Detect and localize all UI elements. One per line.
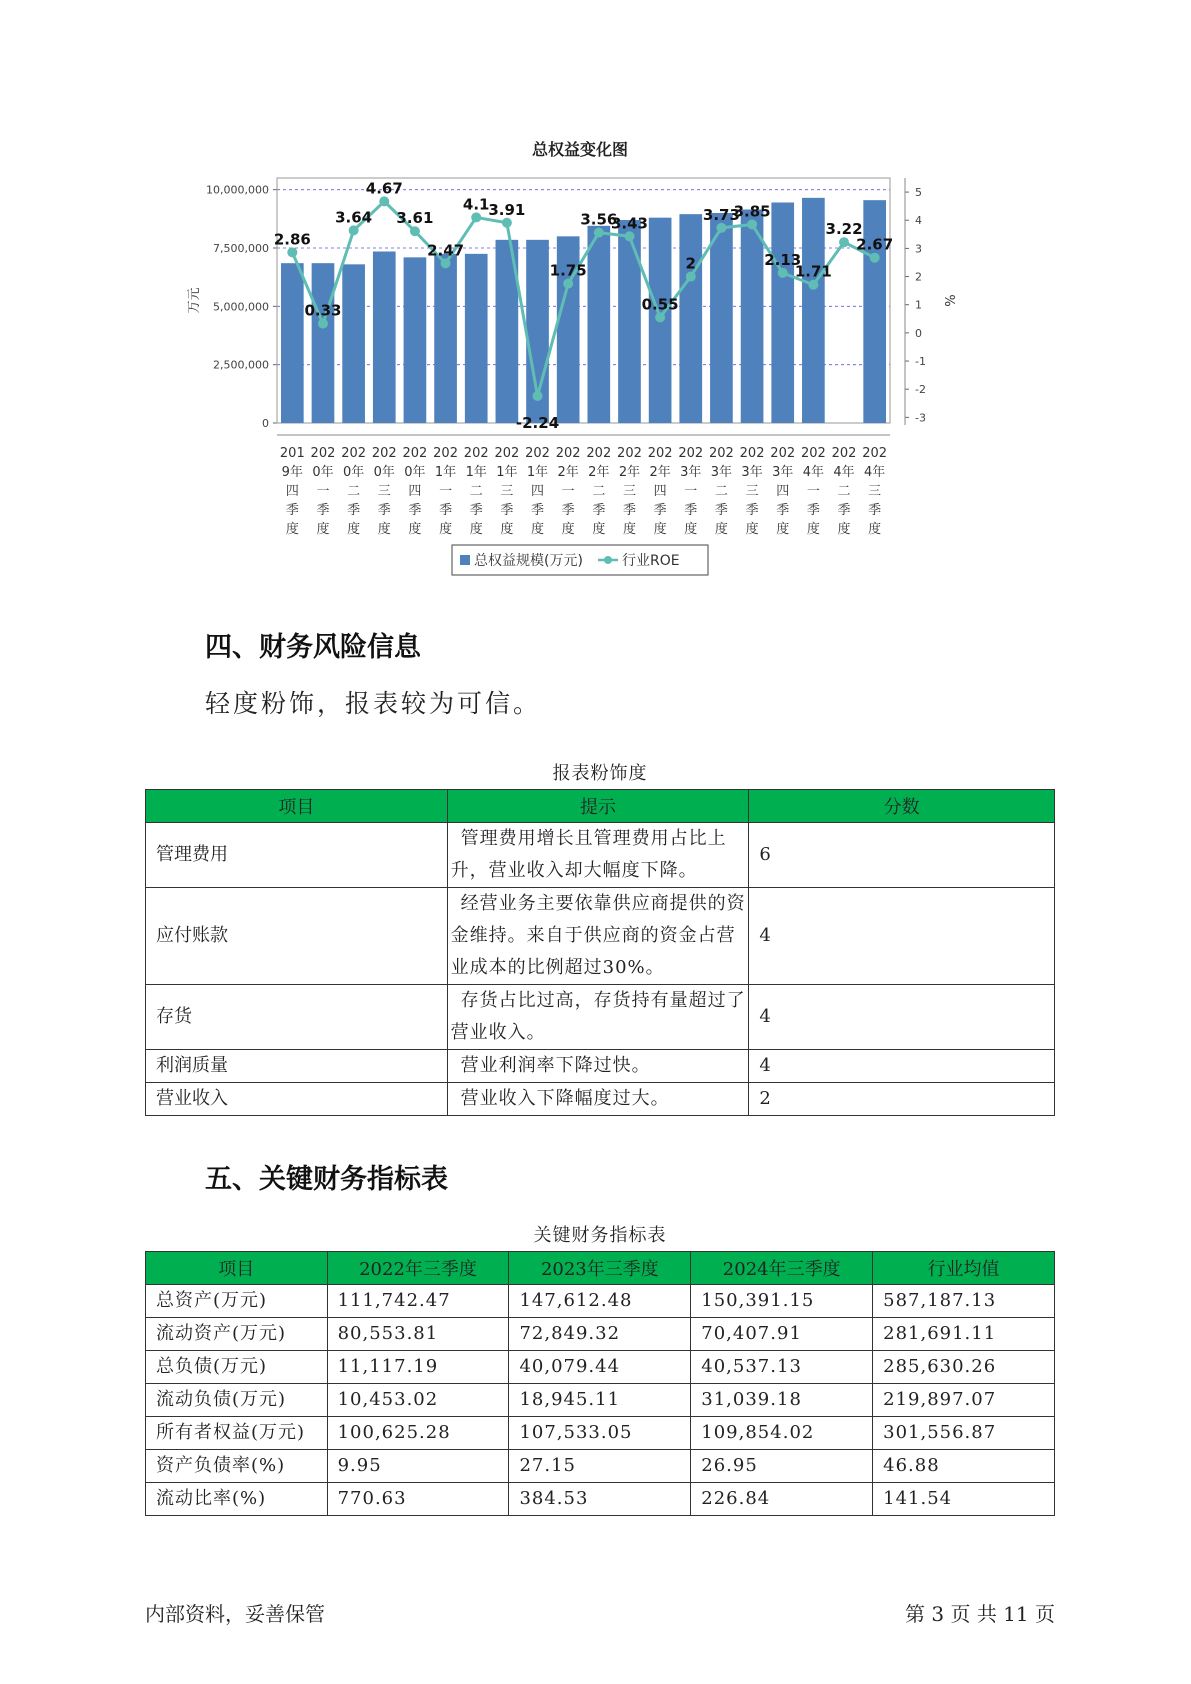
roe-point-0 (287, 247, 297, 257)
y-left-axis-label: 万元 (187, 287, 202, 314)
x-tick-label: 度 (347, 522, 361, 537)
x-tick-label: 2年 (618, 465, 641, 480)
value-cell: 70,407.91 (691, 1318, 873, 1351)
roe-data-label-9: 1.75 (549, 261, 587, 280)
x-tick-label: 度 (653, 522, 667, 537)
table-row (146, 1050, 1055, 1083)
x-tick-label: 202 (709, 446, 734, 461)
x-tick-label: 1年 (496, 465, 518, 480)
metric-name-cell: 所有者权益(万元) (146, 1417, 328, 1450)
section4-heading: 四、财务风险信息 (205, 632, 421, 663)
x-tick-label: 二 (714, 484, 728, 499)
value-cell: 111,742.47 (327, 1285, 509, 1318)
x-tick-label: 季 (347, 503, 361, 518)
table-row (146, 1450, 1055, 1483)
x-tick-label: 四 (531, 484, 545, 499)
x-tick-label: 202 (831, 446, 857, 461)
roe-point-14 (716, 223, 726, 233)
roe-point-19 (870, 253, 880, 263)
roe-data-label-5: 2.47 (427, 241, 465, 260)
x-tick-label: 202 (800, 446, 826, 461)
x-tick-label: 202 (341, 446, 367, 461)
value-cell: 301,556.87 (873, 1417, 1055, 1450)
table-header-row (146, 1252, 1055, 1285)
metric-name-cell: 资产负债率(%) (146, 1450, 328, 1483)
x-tick-label: 四 (408, 484, 422, 499)
y-left-tick-label: 2,500,000 (213, 358, 269, 372)
score-cell: 4 (749, 1050, 1055, 1083)
x-tick-label: 2年 (588, 465, 610, 480)
x-tick-label: 度 (408, 522, 422, 537)
y-right-tick-label: 3 (915, 242, 922, 256)
value-cell: 27.15 (509, 1450, 691, 1483)
y-right-tick-label: -1 (915, 355, 926, 369)
x-tick-label: 四 (776, 484, 790, 499)
roe-data-label-19: 2.67 (856, 235, 894, 254)
value-cell: 100,625.28 (327, 1417, 509, 1450)
value-cell: 10,453.02 (327, 1384, 509, 1417)
x-tick-label: 0年 (342, 465, 365, 480)
x-tick-label: 3年 (741, 465, 763, 480)
whitewash-table-caption: 报表粉饰度 (552, 763, 648, 784)
value-cell: 384.53 (509, 1483, 691, 1516)
header-tip: 提示 (447, 790, 749, 823)
value-cell: 11,117.19 (327, 1351, 509, 1384)
roe-data-label-11: 3.43 (610, 214, 648, 233)
roe-data-label-10: 3.56 (580, 210, 618, 229)
table-row (146, 1483, 1055, 1516)
tip-cell: 营业利润率下降过快。 (447, 1050, 749, 1083)
value-cell: 109,854.02 (691, 1417, 873, 1450)
x-tick-label: 2年 (649, 465, 671, 480)
x-tick-label: 季 (469, 503, 483, 518)
x-tick-label: 二 (837, 484, 851, 499)
x-tick-label: 202 (310, 446, 336, 461)
item-cell: 应付账款 (146, 888, 448, 985)
roe-point-10 (594, 228, 604, 238)
value-cell: 150,391.15 (691, 1285, 873, 1318)
y-right-tick-label: 5 (915, 186, 922, 200)
roe-point-7 (502, 218, 512, 228)
x-tick-label: 一 (684, 484, 698, 499)
x-tick-label: 202 (525, 446, 550, 461)
section5-heading: 五、关键财务指标表 (205, 1164, 448, 1195)
roe-data-label-6: 4.1 (462, 195, 490, 214)
score-cell: 4 (749, 985, 1055, 1050)
x-tick-label: 季 (653, 503, 667, 518)
x-tick-label: 度 (684, 522, 698, 537)
x-tick-label: 0年 (404, 465, 426, 480)
roe-point-3 (379, 196, 389, 206)
table-row (146, 888, 1055, 985)
x-tick-label: 202 (739, 446, 765, 461)
roe-data-label-2: 3.64 (335, 208, 373, 227)
roe-data-label-0: 2.86 (273, 230, 311, 249)
equity-change-chart (180, 140, 980, 600)
roe-data-label-3: 4.67 (365, 179, 403, 198)
x-tick-label: 度 (531, 522, 545, 537)
x-tick-label: 季 (561, 503, 575, 518)
bar-16 (771, 203, 794, 424)
roe-data-label-14: 3.73 (702, 205, 740, 224)
header-item: 项目 (146, 790, 448, 823)
roe-point-5 (441, 258, 451, 268)
roe-point-11 (624, 231, 634, 241)
item-cell: 存货 (146, 985, 448, 1050)
x-tick-label: 202 (647, 446, 673, 461)
roe-point-6 (471, 212, 481, 222)
roe-point-12 (655, 312, 665, 322)
x-tick-label: 201 (279, 446, 305, 461)
x-tick-label: 季 (776, 503, 790, 518)
value-cell: 9.95 (327, 1450, 509, 1483)
x-tick-label: 度 (469, 522, 483, 537)
key-metrics-table-caption: 关键财务指标表 (533, 1225, 667, 1246)
roe-data-label-17: 1.71 (794, 262, 832, 281)
y-right-tick-label: -3 (915, 411, 926, 425)
footer-page-number: 第 3 页 共 11 页 (905, 1602, 1055, 1626)
legend-bar-swatch (460, 555, 470, 565)
x-tick-label: 季 (868, 503, 882, 518)
roe-data-label-4: 3.61 (396, 209, 434, 228)
value-cell: 285,630.26 (873, 1351, 1055, 1384)
bar-2 (342, 264, 365, 423)
table-row (146, 1351, 1055, 1384)
metric-name-cell: 流动资产(万元) (146, 1318, 328, 1351)
key-metrics-table (145, 1251, 1055, 1516)
table-row (146, 1285, 1055, 1318)
roe-point-16 (778, 268, 788, 278)
x-tick-label: 202 (402, 446, 428, 461)
value-cell: 226.84 (691, 1483, 873, 1516)
tip-cell: 管理费用增长且管理费用占比上升，营业收入却大幅度下降。 (447, 823, 749, 888)
x-tick-label: 季 (622, 503, 636, 518)
header-2022q3: 2022年三季度 (327, 1252, 509, 1285)
value-cell: 281,691.11 (873, 1318, 1055, 1351)
y-right-axis-label: % (941, 294, 956, 307)
x-tick-label: 一 (561, 484, 575, 499)
header-score: 分数 (749, 790, 1055, 823)
value-cell: 147,612.48 (509, 1285, 691, 1318)
footer-confidential-note: 内部资料，妥善保管 (145, 1602, 325, 1626)
x-tick-label: 季 (316, 503, 330, 518)
x-tick-label: 季 (377, 503, 391, 518)
value-cell: 31,039.18 (691, 1384, 873, 1417)
bar-5 (434, 254, 457, 423)
roe-point-13 (686, 272, 696, 282)
x-tick-label: 季 (684, 503, 698, 518)
roe-data-label-12: 0.55 (641, 295, 679, 314)
roe-data-label-13: 2 (685, 254, 696, 273)
x-tick-label: 度 (377, 522, 391, 537)
tip-cell: 存货占比过高，存货持有量超过了营业收入。 (447, 985, 749, 1050)
bar-4 (404, 257, 427, 423)
x-tick-label: 202 (862, 446, 888, 461)
table-header-row (146, 790, 1055, 823)
x-tick-label: 季 (837, 503, 851, 518)
x-tick-label: 四 (653, 484, 667, 499)
bar-0 (281, 263, 304, 423)
value-cell: 46.88 (873, 1450, 1055, 1483)
x-tick-label: 度 (868, 522, 882, 537)
x-tick-label: 一 (806, 484, 820, 499)
bar-3 (373, 252, 396, 424)
bar-11 (618, 220, 641, 423)
x-tick-label: 度 (316, 522, 330, 537)
value-cell: 40,079.44 (509, 1351, 691, 1384)
table-row (146, 1318, 1055, 1351)
x-tick-label: 4年 (802, 465, 825, 480)
x-tick-label: 202 (617, 446, 642, 461)
roe-point-9 (563, 279, 573, 289)
x-tick-label: 202 (770, 446, 796, 461)
bar-17 (802, 198, 825, 423)
x-tick-label: 0年 (373, 465, 395, 480)
x-tick-label: 4年 (833, 465, 855, 480)
x-tick-label: 1年 (465, 465, 487, 480)
roe-point-1 (318, 319, 328, 329)
x-tick-label: 二 (347, 484, 361, 499)
x-tick-label: 度 (837, 522, 851, 537)
y-right-tick-label: 1 (915, 298, 922, 312)
legend-line-label: 行业ROE (622, 553, 680, 569)
x-tick-label: 三 (868, 484, 882, 499)
x-tick-label: 度 (561, 522, 575, 537)
y-right-tick-label: 4 (915, 214, 922, 228)
x-tick-label: 季 (500, 503, 514, 518)
roe-point-17 (808, 280, 818, 290)
roe-point-8 (533, 391, 543, 401)
x-tick-label: 三 (622, 484, 636, 499)
x-tick-label: 9年 (281, 465, 303, 480)
tip-cell: 营业收入下降幅度过大。 (447, 1083, 749, 1116)
value-cell: 72,849.32 (509, 1318, 691, 1351)
metric-name-cell: 流动负债(万元) (146, 1384, 328, 1417)
table-row (146, 985, 1055, 1050)
metric-name-cell: 总负债(万元) (146, 1351, 328, 1384)
x-tick-label: 季 (408, 503, 422, 518)
metric-name-cell: 流动比率(%) (146, 1483, 328, 1516)
x-tick-label: 202 (494, 446, 520, 461)
item-cell: 管理费用 (146, 823, 448, 888)
y-left-tick-label: 10,000,000 (206, 183, 269, 197)
value-cell: 141.54 (873, 1483, 1055, 1516)
x-tick-label: 二 (469, 484, 483, 499)
x-tick-label: 度 (776, 522, 790, 537)
legend-line-marker (604, 556, 612, 564)
x-tick-label: 202 (371, 446, 397, 461)
roe-data-label-16: 2.13 (764, 250, 802, 269)
header-2024q3: 2024年三季度 (691, 1252, 873, 1285)
roe-data-label-7: 3.91 (488, 200, 526, 219)
value-cell: 80,553.81 (327, 1318, 509, 1351)
x-tick-label: 度 (285, 522, 299, 537)
x-tick-label: 季 (714, 503, 728, 518)
y-right-tick-label: 2 (915, 270, 922, 284)
x-tick-label: 季 (592, 503, 606, 518)
value-cell: 18,945.11 (509, 1384, 691, 1417)
roe-point-4 (410, 226, 420, 236)
x-tick-label: 1年 (526, 465, 549, 480)
chart-title: 总权益变化图 (531, 140, 629, 159)
value-cell: 107,533.05 (509, 1417, 691, 1450)
x-tick-label: 202 (678, 446, 704, 461)
x-tick-label: 3年 (710, 465, 733, 480)
x-tick-label: 0年 (312, 465, 334, 480)
bar-10 (587, 226, 610, 423)
x-tick-label: 三 (500, 484, 514, 499)
x-tick-label: 3年 (772, 465, 794, 480)
score-cell: 4 (749, 888, 1055, 985)
x-tick-label: 三 (745, 484, 759, 499)
x-tick-label: 度 (439, 522, 453, 537)
x-tick-label: 四 (285, 484, 299, 499)
roe-point-15 (747, 219, 757, 229)
x-tick-label: 季 (531, 503, 545, 518)
x-tick-label: 季 (439, 503, 453, 518)
score-cell: 2 (749, 1083, 1055, 1116)
whitewash-table (145, 789, 1055, 1116)
x-tick-label: 度 (622, 522, 636, 537)
table-row (146, 823, 1055, 888)
value-cell: 770.63 (327, 1483, 509, 1516)
x-tick-label: 4年 (864, 465, 886, 480)
y-right-tick-label: 0 (915, 326, 922, 340)
x-tick-label: 1年 (434, 465, 457, 480)
roe-point-2 (349, 225, 359, 235)
header-industry-avg: 行业均值 (873, 1252, 1055, 1285)
x-tick-label: 度 (806, 522, 820, 537)
x-tick-label: 三 (377, 484, 391, 499)
roe-point-18 (839, 237, 849, 247)
value-cell: 587,187.13 (873, 1285, 1055, 1318)
roe-data-label-15: 3.85 (733, 202, 771, 221)
y-left-tick-label: 0 (262, 417, 269, 430)
roe-data-label-1: 0.33 (304, 301, 342, 320)
x-tick-label: 3年 (680, 465, 702, 480)
item-cell: 营业收入 (146, 1083, 448, 1116)
x-tick-label: 二 (592, 484, 606, 499)
chart-svg (180, 140, 980, 600)
header-2023q3: 2023年三季度 (509, 1252, 691, 1285)
roe-data-label-18: 3.22 (825, 220, 863, 239)
tip-cell: 经营业务主要依靠供应商提供的资金维持。来自于供应商的资金占营业成本的比例超过30%。 (447, 888, 749, 985)
x-tick-label: 一 (439, 484, 453, 499)
x-tick-label: 202 (586, 446, 612, 461)
x-tick-label: 2年 (557, 465, 579, 480)
y-left-tick-label: 5,000,000 (213, 300, 269, 314)
table-row (146, 1083, 1055, 1116)
x-tick-label: 度 (500, 522, 514, 537)
x-tick-label: 季 (745, 503, 759, 518)
bar-1 (312, 263, 335, 423)
item-cell: 利润质量 (146, 1050, 448, 1083)
x-tick-label: 一 (316, 484, 330, 499)
legend-bar-label: 总权益规模(万元) (474, 553, 583, 569)
x-tick-label: 202 (433, 446, 458, 461)
metric-name-cell: 总资产(万元) (146, 1285, 328, 1318)
roe-data-label-8: -2.24 (515, 413, 560, 432)
value-cell: 219,897.07 (873, 1384, 1055, 1417)
score-cell: 6 (749, 823, 1055, 888)
bar-13 (679, 214, 702, 423)
x-tick-label: 度 (714, 522, 728, 537)
bar-6 (465, 254, 488, 423)
x-tick-label: 季 (806, 503, 820, 518)
x-tick-label: 度 (745, 522, 759, 537)
value-cell: 26.95 (691, 1450, 873, 1483)
bar-14 (710, 213, 733, 423)
header-item: 项目 (146, 1252, 328, 1285)
table-row (146, 1384, 1055, 1417)
x-tick-label: 季 (285, 503, 299, 518)
x-tick-label: 202 (555, 446, 581, 461)
risk-summary-text: 轻度粉饰，报表较为可信。 (205, 689, 542, 718)
value-cell: 40,537.13 (691, 1351, 873, 1384)
table-row (146, 1417, 1055, 1450)
y-right-tick-label: -2 (915, 383, 926, 397)
x-tick-label: 度 (592, 522, 606, 537)
y-left-tick-label: 7,500,000 (213, 242, 269, 255)
bar-15 (741, 210, 764, 424)
x-tick-label: 202 (463, 446, 489, 461)
bar-19 (863, 200, 886, 423)
